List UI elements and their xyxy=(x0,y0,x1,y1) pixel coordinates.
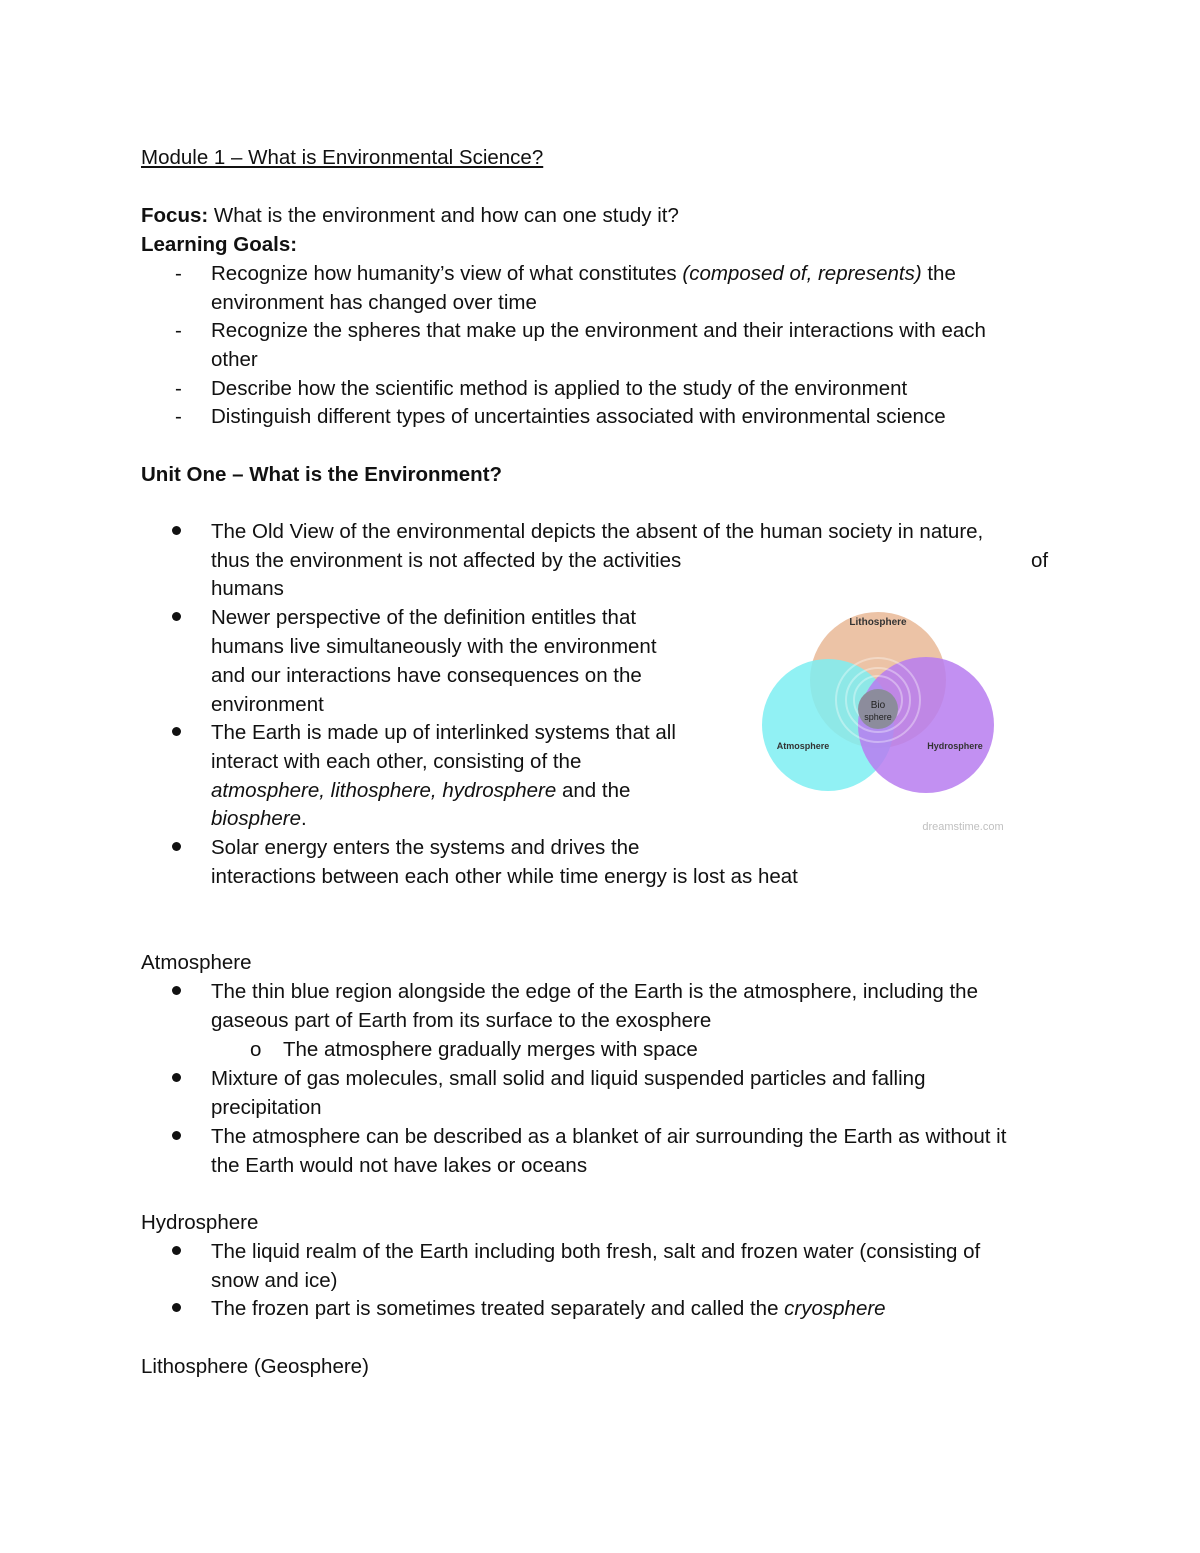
unit-one-bullet-1-line-2: thus the environment is not affected by the activities xyxy=(211,549,682,572)
atmosphere-bullet-2: Mixture of gas molecules, small solid and liquid suspended particles and falling xyxy=(211,1067,926,1090)
unit-one-bullet-3-line-3 xyxy=(211,776,630,805)
cryosphere-italic: cryosphere xyxy=(784,1297,886,1320)
bullet-marker xyxy=(172,1073,181,1082)
hydrosphere-heading: Hydrosphere xyxy=(141,1211,259,1234)
watermark: dreamstime.com xyxy=(922,821,1004,833)
atmosphere-heading: Atmosphere xyxy=(141,951,252,974)
dash-marker: - xyxy=(175,405,182,428)
unit-one-bullet-2-line-3: and our interactions have consequences on the xyxy=(211,664,642,687)
atmosphere-sub-bullet-1: The atmosphere gradually merges with space xyxy=(283,1038,698,1061)
unit-one-bullet-2-line-4: environment xyxy=(211,693,324,716)
unit-one-heading: Unit One – What is the Environment? xyxy=(141,463,503,486)
hydrosphere-bullet-1-line-2: snow and ice) xyxy=(211,1269,338,1292)
dash-marker: - xyxy=(175,319,182,342)
atmosphere-bullet-1: The thin blue region alongside the edge of the Earth is the atmosphere, including the xyxy=(211,980,978,1003)
goal-1-italic: (composed of, represents) xyxy=(682,262,922,285)
focus-text: What is the environment and how can one study it? xyxy=(213,204,679,227)
unit-one-bullet-4-line-2: interactions between each other while time energy is lost as heat xyxy=(211,865,798,888)
biosphere-italic: biosphere xyxy=(211,807,302,830)
atmosphere-bullet-2-line-2: precipitation xyxy=(211,1096,322,1119)
page-title: Module 1 – What is Environmental Science? xyxy=(141,146,544,169)
period: . xyxy=(301,807,307,830)
spheres-italic: atmosphere, lithosphere, hydrosphere xyxy=(211,779,557,802)
atmosphere-label: Atmosphere xyxy=(776,741,830,751)
goal-1 xyxy=(211,259,956,288)
learning-goals-heading: Learning Goals: xyxy=(141,233,298,256)
unit-one-bullet-1-line-3: humans xyxy=(211,577,284,600)
atmosphere-bullet-3-line-2: the Earth would not have lakes or oceans xyxy=(211,1154,588,1177)
hydrosphere-bullet-1: The liquid realm of the Earth including both fresh, salt and frozen water (consisting of xyxy=(211,1240,981,1263)
focus-label: Focus: xyxy=(141,204,209,227)
bullet-marker xyxy=(172,986,181,995)
dash-marker: - xyxy=(175,262,182,285)
bullet-marker xyxy=(172,1131,181,1140)
goal-1-text-end: the xyxy=(927,262,956,285)
hydrosphere-bullet-2 xyxy=(211,1294,886,1323)
dash-marker: - xyxy=(175,377,182,400)
goal-4: Distinguish different types of uncertainties associated with environmental science xyxy=(211,405,946,428)
unit-one-bullet-3: The Earth is made up of interlinked systems that all xyxy=(211,721,676,744)
focus-line xyxy=(141,201,679,230)
unit-one-bullet-1-of: of xyxy=(1031,549,1049,572)
bullet-marker xyxy=(172,727,181,736)
sub-bullet-marker: o xyxy=(250,1038,262,1061)
unit-one-bullet-4: Solar energy enters the systems and drives the xyxy=(211,836,640,859)
goal-3: Describe how the scientific method is applied to the study of the environment xyxy=(211,377,908,400)
unit-one-bullet-3-line-2: interact with each other, consisting of the xyxy=(211,750,582,773)
hydrosphere-label: Hydrosphere xyxy=(927,741,983,751)
atmosphere-bullet-1-line-2: gaseous part of Earth from its surface to the exosphere xyxy=(211,1009,712,1032)
bullet-marker xyxy=(172,526,181,535)
biosphere-label-2: sphere xyxy=(864,712,892,722)
goal-1-text: Recognize how humanity’s view of what constitutes xyxy=(211,262,677,285)
bullet-marker xyxy=(172,842,181,851)
unit-one-bullet-1: The Old View of the environmental depicts the absent of the human society in nature, xyxy=(211,520,984,543)
bullet-marker xyxy=(172,612,181,621)
biosphere-label-1: Bio xyxy=(870,700,886,711)
goal-2: Recognize the spheres that make up the environment and their interactions with each xyxy=(211,319,986,342)
bullet-marker xyxy=(172,1303,181,1312)
unit-one-bullet-2-line-2: humans live simultaneously with the environment xyxy=(211,635,657,658)
atmosphere-bullet-3: The atmosphere can be described as a blanket of air surrounding the Earth as without it xyxy=(211,1125,1007,1148)
unit-one-bullet-2: Newer perspective of the definition entitles that xyxy=(211,606,637,629)
hydrosphere-bullet-2-text: The frozen part is sometimes treated separately and called the xyxy=(211,1297,779,1320)
spheres-venn-diagram xyxy=(758,605,1023,840)
lithosphere-label: Lithosphere xyxy=(849,617,907,628)
unit-one-bullet-3-line-4 xyxy=(211,804,307,833)
bullet-marker xyxy=(172,1246,181,1255)
spheres-rest: and the xyxy=(562,779,631,802)
goal-1-line-2: environment has changed over time xyxy=(211,291,537,314)
lithosphere-heading: Lithosphere (Geosphere) xyxy=(141,1355,369,1378)
goal-2-line-2: other xyxy=(211,348,258,371)
